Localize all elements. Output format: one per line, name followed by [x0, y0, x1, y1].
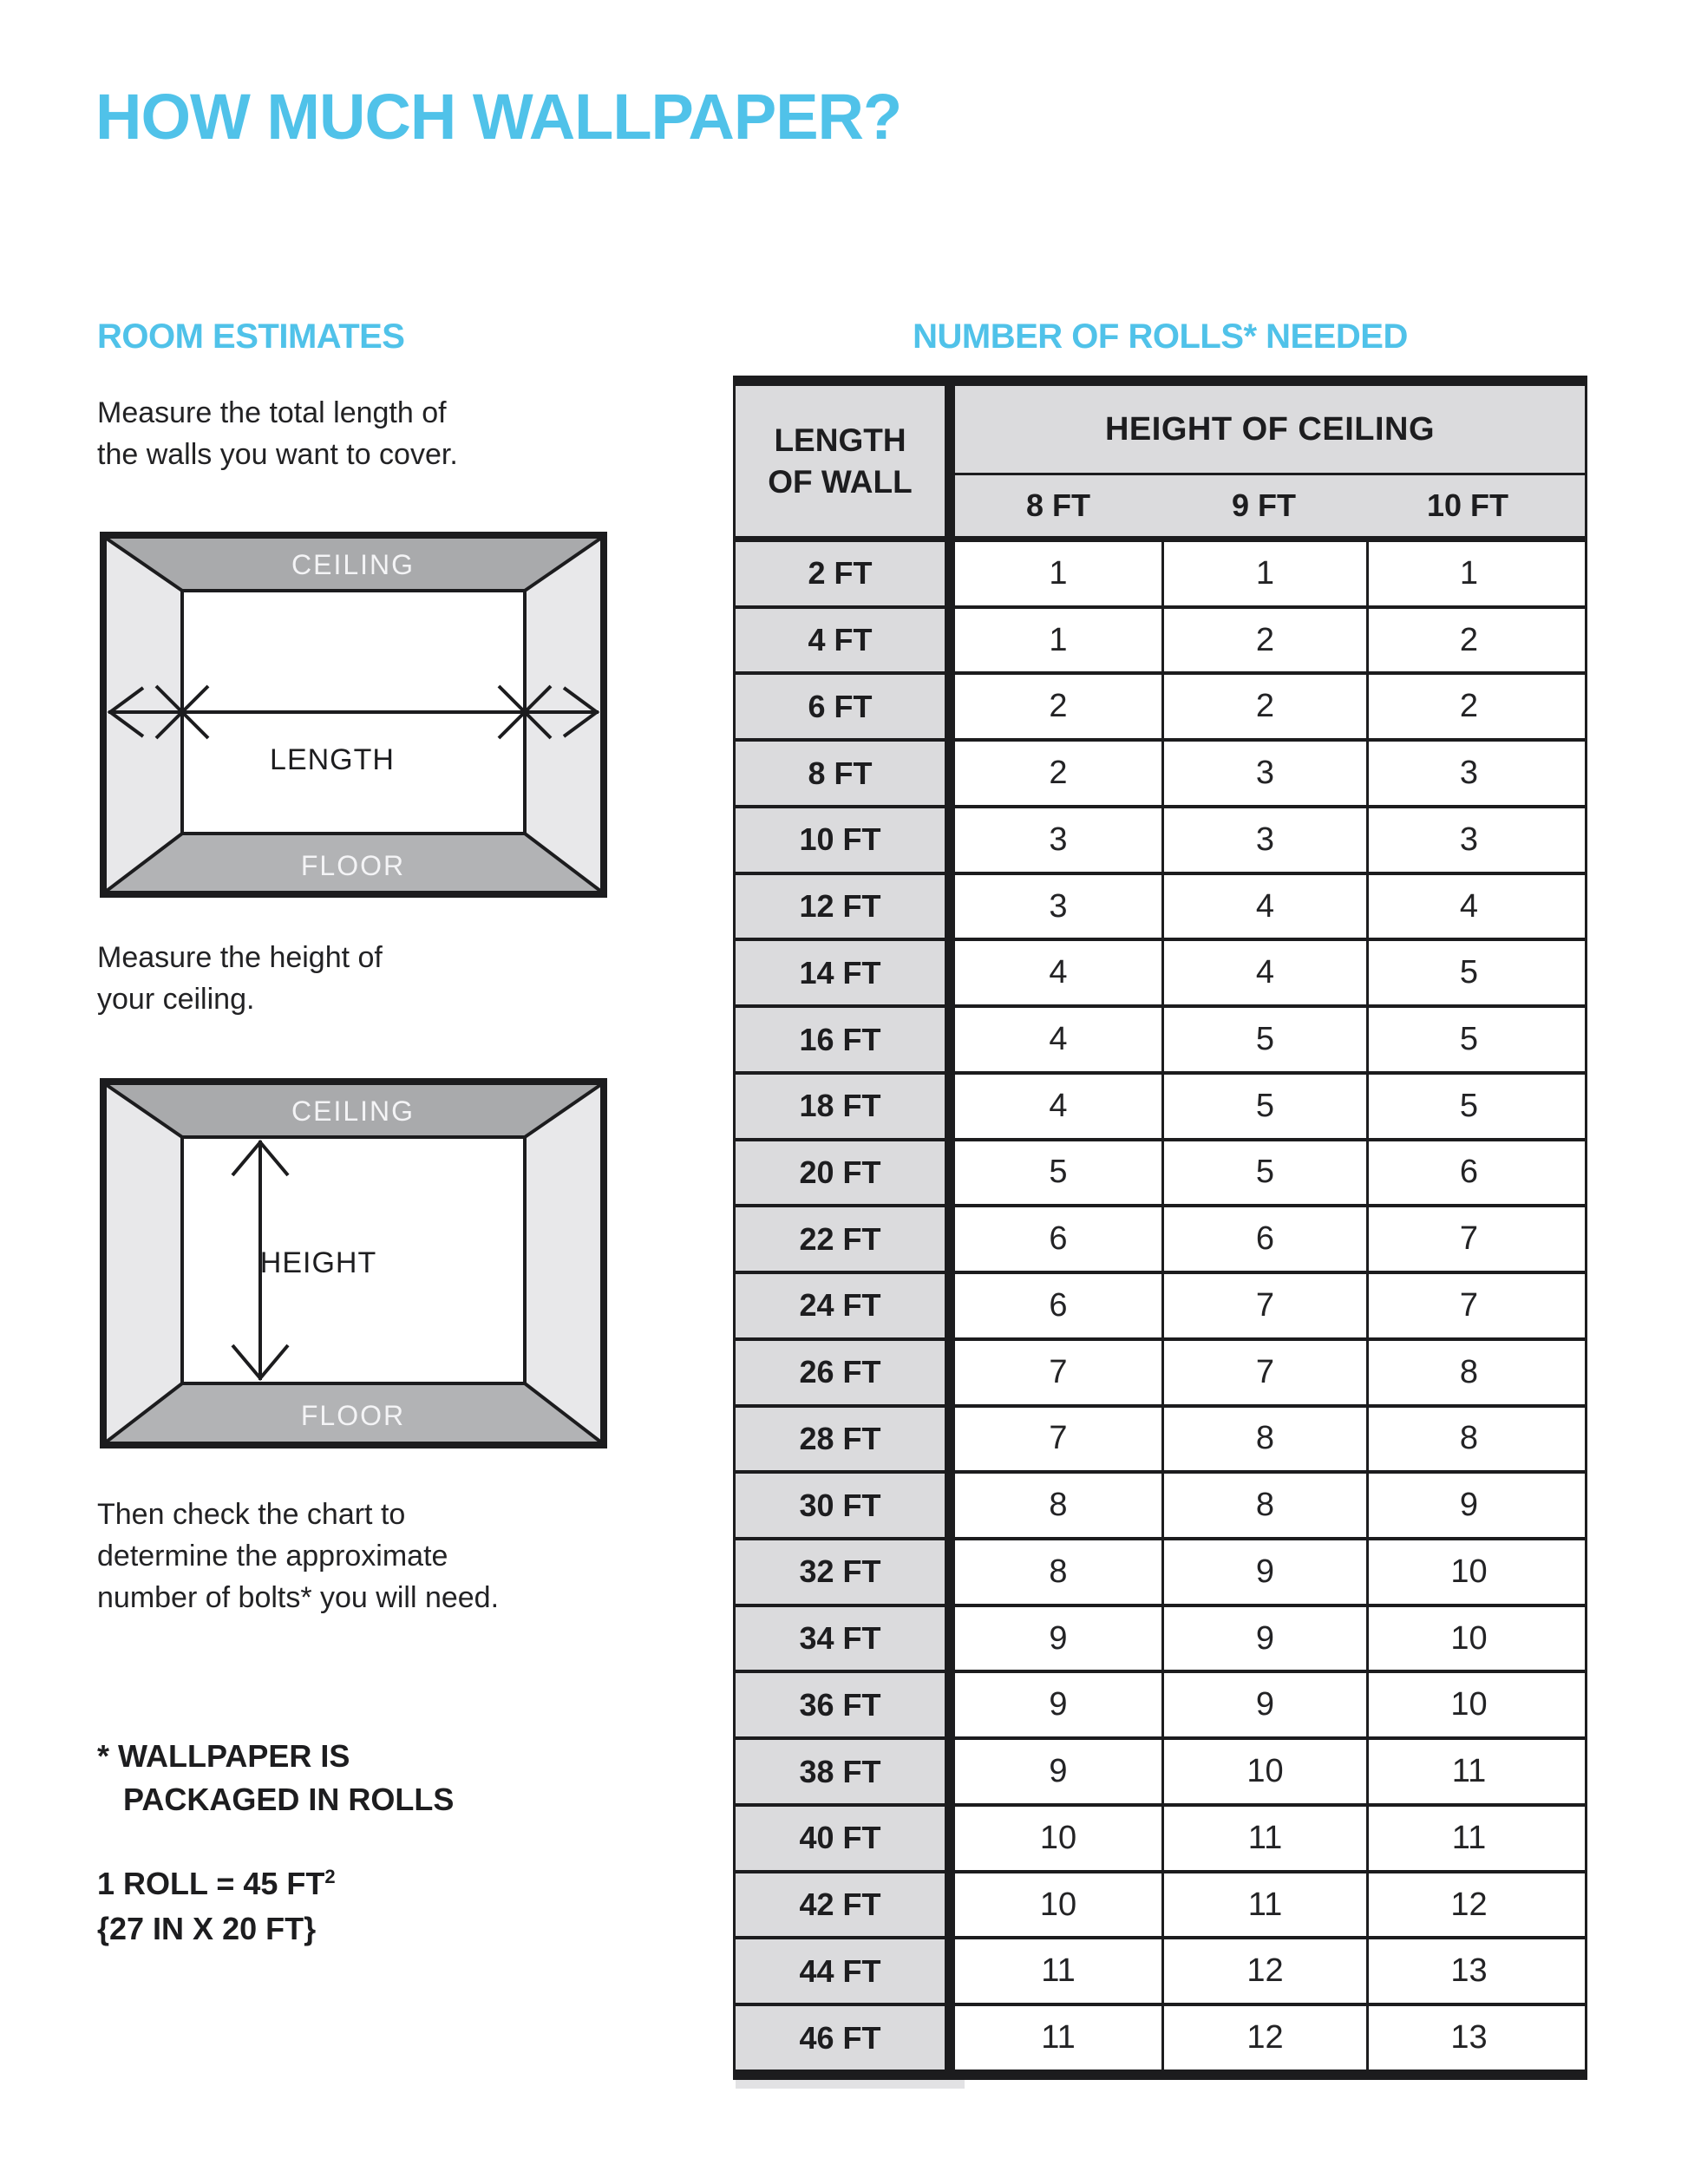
table-row — [736, 1870, 1585, 1937]
cell-value: 9 — [1366, 1474, 1569, 1537]
row-label: 30 FT — [736, 1474, 955, 1537]
row-label: 2 FT — [736, 542, 955, 605]
cell-value: 11 — [1161, 1873, 1366, 1937]
column-header-8ft: 8 FT — [1025, 487, 1090, 523]
cell-value: 2 — [1161, 609, 1366, 672]
floor-label: FLOOR — [300, 850, 406, 881]
cell-value: 8 — [1161, 1474, 1366, 1537]
ceiling-label: CEILING — [291, 549, 415, 580]
cell-value: 7 — [955, 1341, 1161, 1404]
rolls-needed-heading: NUMBER OF ROLLS* NEEDED — [913, 317, 1408, 356]
table-bottom-border — [733, 2070, 1587, 2080]
table-row — [736, 872, 1585, 938]
row-label: 46 FT — [736, 2006, 955, 2070]
cell-value: 9 — [1161, 1540, 1366, 1604]
page-title: HOW MUCH WALLPAPER? — [95, 81, 902, 153]
room-length-diagram — [100, 532, 607, 898]
table-row — [736, 605, 1585, 672]
cell-value: 13 — [1366, 1939, 1569, 2003]
cell-value: 8 — [1366, 1408, 1569, 1471]
table-row — [736, 1736, 1585, 1803]
table-row — [736, 1071, 1585, 1138]
column-group-header: HEIGHT OF CEILING — [1104, 410, 1436, 448]
cell-value: 4 — [955, 1075, 1161, 1138]
cell-value: 9 — [955, 1740, 1161, 1803]
table-row — [736, 1404, 1585, 1471]
right-wall-face — [525, 539, 600, 891]
instruction-measure-length — [97, 392, 458, 475]
table-header-separator — [733, 536, 1587, 542]
table-row — [736, 2003, 1585, 2070]
cell-value: 11 — [955, 1939, 1161, 2003]
cell-value: 3 — [955, 875, 1161, 938]
table-row — [736, 1470, 1585, 1537]
row-label: 32 FT — [736, 1540, 955, 1604]
cell-value: 9 — [955, 1673, 1161, 1736]
cell-value: 1 — [1161, 542, 1366, 605]
column-headers-row — [955, 475, 1585, 536]
instruction-line: Measure the total length of — [97, 396, 447, 429]
cell-value: 10 — [1366, 1607, 1569, 1671]
table-row — [736, 1604, 1585, 1671]
cell-value: 11 — [1366, 1807, 1569, 1870]
cell-value: 5 — [1161, 1141, 1366, 1205]
table-row — [736, 1271, 1585, 1337]
table-row — [736, 1204, 1585, 1271]
cell-value: 7 — [1366, 1274, 1569, 1337]
column-group-area — [955, 386, 1585, 536]
table-row — [736, 805, 1585, 872]
table-row — [736, 1803, 1585, 1870]
table-row — [736, 1936, 1585, 2003]
table-row — [736, 1670, 1585, 1736]
table-row — [736, 738, 1585, 805]
length-label: LENGTH — [270, 743, 395, 776]
height-label: HEIGHT — [259, 1246, 377, 1279]
table-top-border — [733, 376, 1587, 386]
left-wall-face — [107, 1085, 182, 1442]
ceiling-label: CEILING — [291, 1095, 415, 1127]
row-label: 22 FT — [736, 1207, 955, 1271]
row-label: 14 FT — [736, 941, 955, 1004]
cell-value: 3 — [1366, 742, 1569, 805]
superscript-2: 2 — [324, 1866, 336, 1887]
cell-value: 1 — [955, 542, 1161, 605]
cell-value: 12 — [1366, 1873, 1569, 1937]
floor-label: FLOOR — [300, 1400, 406, 1431]
row-label: 8 FT — [736, 742, 955, 805]
row-label: 12 FT — [736, 875, 955, 938]
cell-value: 10 — [1366, 1540, 1569, 1604]
table-header — [733, 386, 1587, 536]
instruction-check-chart — [97, 1494, 499, 1618]
footnote-line: * WALLPAPER IS — [97, 1738, 350, 1774]
row-label: 26 FT — [736, 1341, 955, 1404]
column-header-10ft: 10 FT — [1426, 487, 1509, 523]
instruction-line: Then check the chart to — [97, 1498, 406, 1531]
room-height-diagram — [100, 1078, 607, 1448]
footnote-rolls — [97, 1735, 454, 1821]
cell-value: 5 — [1161, 1075, 1366, 1138]
cell-value: 3 — [1366, 808, 1569, 872]
cell-value: 8 — [1366, 1341, 1569, 1404]
cell-value: 5 — [1366, 1075, 1569, 1138]
cell-value: 11 — [1366, 1740, 1569, 1803]
instruction-line: Measure the height of — [97, 941, 383, 974]
cell-value: 4 — [1161, 875, 1366, 938]
instruction-measure-height — [97, 937, 383, 1020]
cell-value: 8 — [955, 1474, 1161, 1537]
cell-value: 5 — [1366, 1008, 1569, 1071]
cell-value: 9 — [1161, 1673, 1366, 1736]
cell-value: 11 — [955, 2006, 1161, 2070]
table-row — [736, 542, 1585, 605]
left-wall-face — [107, 539, 182, 891]
cell-value: 12 — [1161, 2006, 1366, 2070]
instruction-line: number of bolts* you will need. — [97, 1581, 500, 1614]
cell-value: 3 — [955, 808, 1161, 872]
cell-value: 1 — [1366, 542, 1569, 605]
row-label: 4 FT — [736, 609, 955, 672]
row-label: 28 FT — [736, 1408, 955, 1471]
right-wall-face — [525, 1085, 600, 1442]
table-row — [736, 1004, 1585, 1071]
cell-value: 10 — [1366, 1673, 1569, 1736]
cell-value: 11 — [1161, 1807, 1366, 1870]
cell-value: 3 — [1161, 742, 1366, 805]
cell-value: 7 — [1161, 1341, 1366, 1404]
cell-value: 9 — [955, 1607, 1161, 1671]
cell-value: 10 — [1161, 1740, 1366, 1803]
cell-value: 3 — [1161, 808, 1366, 872]
table-row — [736, 1138, 1585, 1205]
corner-header-line: LENGTH — [774, 422, 906, 458]
table-corner-header — [736, 386, 955, 536]
cell-value: 9 — [1161, 1607, 1366, 1671]
table-row — [736, 1337, 1585, 1404]
cell-value: 6 — [955, 1274, 1161, 1337]
table-row — [736, 671, 1585, 738]
table-row — [736, 1537, 1585, 1604]
instruction-line: the walls you want to cover. — [97, 438, 458, 471]
row-label: 20 FT — [736, 1141, 955, 1205]
cell-value: 5 — [1366, 941, 1569, 1004]
cell-value: 8 — [955, 1540, 1161, 1604]
cell-value: 10 — [955, 1873, 1161, 1937]
cell-value: 6 — [955, 1207, 1161, 1271]
instruction-line: your ceiling. — [97, 983, 255, 1016]
cell-value: 7 — [1161, 1274, 1366, 1337]
cell-value: 2 — [1161, 675, 1366, 738]
cell-value: 4 — [955, 941, 1161, 1004]
cell-value: 4 — [1366, 875, 1569, 938]
cell-value: 5 — [1161, 1008, 1366, 1071]
row-label: 10 FT — [736, 808, 955, 872]
footnote-line — [97, 1854, 336, 1906]
column-header-9ft: 9 FT — [1231, 487, 1296, 523]
cell-value: 5 — [955, 1141, 1161, 1205]
footnote-line: {27 IN X 20 FT} — [97, 1911, 317, 1946]
cell-value: 2 — [1366, 675, 1569, 738]
cell-value: 7 — [1366, 1207, 1569, 1271]
corner-header-line: OF WALL — [768, 463, 913, 500]
table-row — [736, 938, 1585, 1004]
cell-value: 2 — [955, 675, 1161, 738]
row-label: 36 FT — [736, 1673, 955, 1736]
cell-value: 4 — [955, 1008, 1161, 1071]
roll-area-text: 1 ROLL = 45 FT — [97, 1866, 325, 1901]
footnote-line: PACKAGED IN ROLLS — [123, 1782, 455, 1817]
cell-value: 10 — [955, 1807, 1161, 1870]
cell-value: 13 — [1366, 2006, 1569, 2070]
cell-value: 6 — [1366, 1141, 1569, 1205]
instruction-line: determine the approximate — [97, 1540, 448, 1573]
table-bottom-shadow — [736, 2080, 965, 2089]
cell-value: 2 — [955, 742, 1161, 805]
room-estimates-heading: ROOM ESTIMATES — [97, 317, 405, 356]
row-label: 6 FT — [736, 675, 955, 738]
row-label: 38 FT — [736, 1740, 955, 1803]
cell-value: 7 — [955, 1408, 1161, 1471]
row-label: 44 FT — [736, 1939, 955, 2003]
row-label: 24 FT — [736, 1274, 955, 1337]
cell-value: 8 — [1161, 1408, 1366, 1471]
row-label: 34 FT — [736, 1607, 955, 1671]
row-label: 18 FT — [736, 1075, 955, 1138]
row-label: 40 FT — [736, 1807, 955, 1870]
table-body — [733, 542, 1587, 2070]
cell-value: 12 — [1161, 1939, 1366, 2003]
row-label: 16 FT — [736, 1008, 955, 1071]
cell-value: 4 — [1161, 941, 1366, 1004]
cell-value: 1 — [955, 609, 1161, 672]
footnote-roll-size — [97, 1854, 336, 1952]
row-label: 42 FT — [736, 1873, 955, 1937]
cell-value: 6 — [1161, 1207, 1366, 1271]
cell-value: 2 — [1366, 609, 1569, 672]
